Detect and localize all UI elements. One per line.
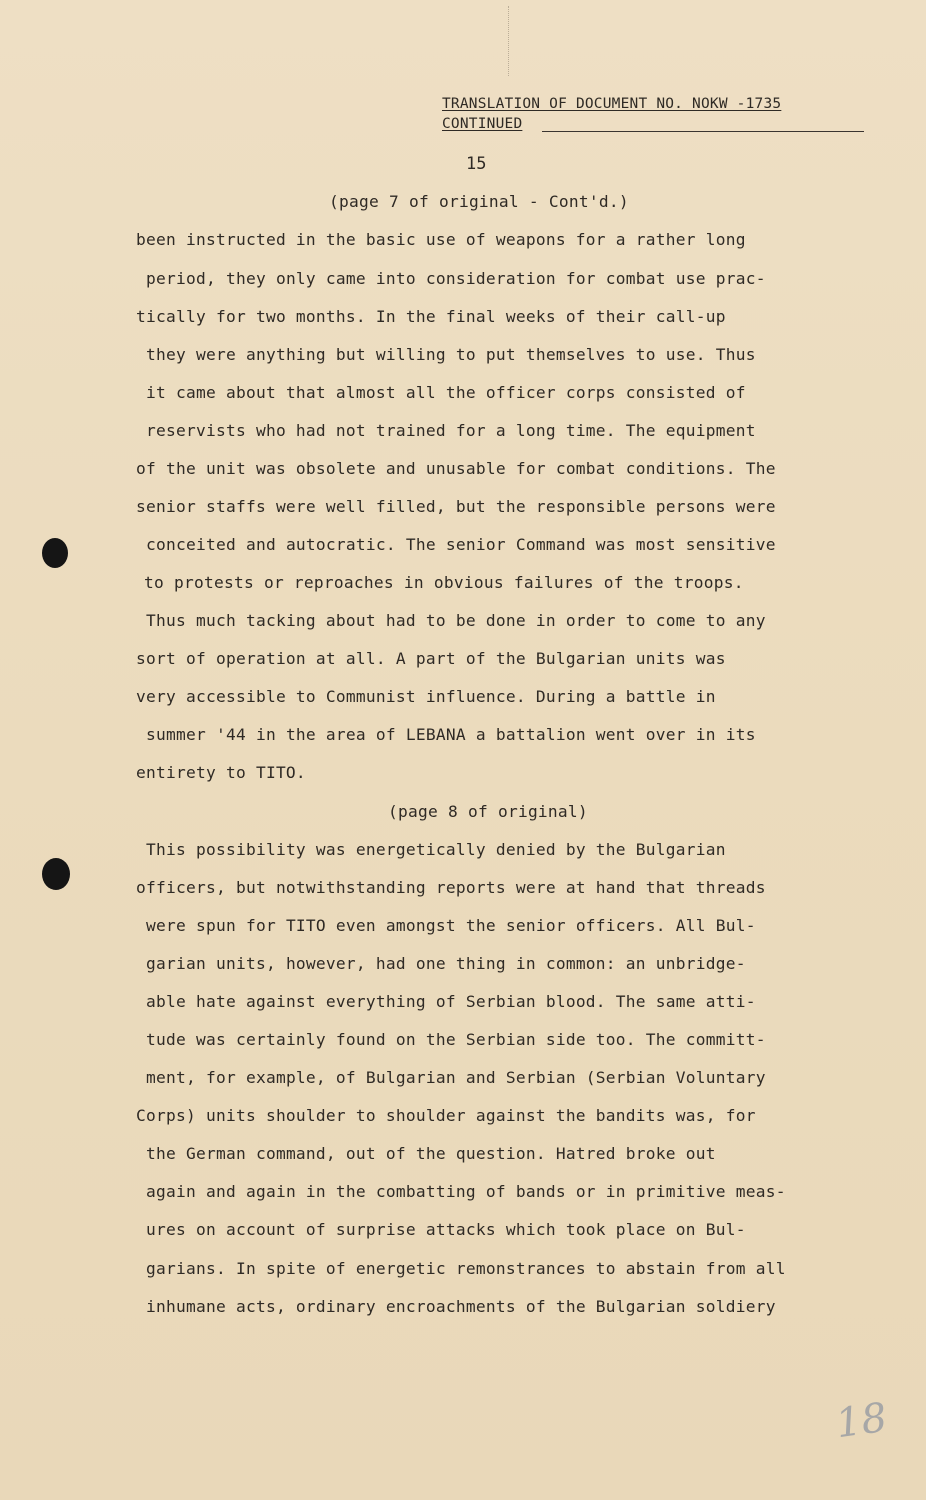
- header-continued: CONTINUED: [442, 116, 523, 132]
- text-line: senior staffs were well filled, but the responsible persons were: [136, 497, 776, 516]
- text-line: entirety to TITO.: [136, 763, 306, 782]
- text-line: Corps) units shoulder to shoulder against the bandits was, for: [136, 1106, 756, 1125]
- text-line: garian units, however, had one thing in common: an unbridge-: [146, 954, 746, 973]
- page-number: 15: [466, 154, 487, 174]
- text-line: sort of operation at all. A part of the Bulgarian units was: [136, 649, 726, 668]
- text-line: it came about that almost all the officer corps consisted of: [146, 383, 746, 402]
- text-line: reservists who had not trained for a long time. The equipment: [146, 421, 756, 440]
- text-line: to protests or reproaches in obvious failures of the troops.: [144, 573, 744, 592]
- text-line: period, they only came into consideration for combat use prac-: [146, 269, 766, 288]
- text-line: tically for two months. In the final weeks of their call-up: [136, 307, 726, 326]
- text-line: of the unit was obsolete and unusable for combat conditions. The: [136, 459, 776, 478]
- text-line: summer '44 in the area of LEBANA a battalion went over in its: [146, 725, 756, 744]
- punch-hole-bottom: [42, 858, 70, 890]
- handwritten-folio-number: 18: [833, 1394, 890, 1448]
- text-line: they were anything but willing to put themselves to use. Thus: [146, 345, 756, 364]
- header-title: TRANSLATION OF DOCUMENT NO. NOKW -1735: [442, 96, 782, 112]
- fold-mark: [508, 6, 511, 76]
- page-marker: (page 8 of original): [388, 802, 588, 821]
- text-line: Thus much tacking about had to be done in order to come to any: [146, 611, 766, 630]
- text-line: officers, but notwithstanding reports were at hand that threads: [136, 878, 766, 897]
- text-line: very accessible to Communist influence. During a battle in: [136, 687, 716, 706]
- text-line: ment, for example, of Bulgarian and Serbian (Serbian Voluntary: [146, 1068, 766, 1087]
- text-line: again and again in the combatting of bands or in primitive meas-: [146, 1182, 786, 1201]
- text-line: conceited and autocratic. The senior Command was most sensitive: [146, 535, 776, 554]
- text-line: This possibility was energetically denied by the Bulgarian: [146, 840, 726, 859]
- punch-hole-top: [42, 538, 68, 568]
- text-line: been instructed in the basic use of weapons for a rather long: [136, 230, 746, 249]
- header-rule: [542, 131, 864, 132]
- text-line: garians. In spite of energetic remonstrances to abstain from all: [146, 1259, 786, 1278]
- text-line: were spun for TITO even amongst the senior officers. All Bul-: [146, 916, 756, 935]
- text-line: the German command, out of the question. Hatred broke out: [146, 1144, 716, 1163]
- page-marker: (page 7 of original - Cont'd.): [329, 192, 629, 211]
- text-line: tude was certainly found on the Serbian side too. The committ-: [146, 1030, 766, 1049]
- document-header: [442, 94, 876, 134]
- text-line: able hate against everything of Serbian blood. The same atti-: [146, 992, 756, 1011]
- text-line: ures on account of surprise attacks which took place on Bul-: [146, 1220, 746, 1239]
- text-line: inhumane acts, ordinary encroachments of the Bulgarian soldiery: [146, 1297, 776, 1316]
